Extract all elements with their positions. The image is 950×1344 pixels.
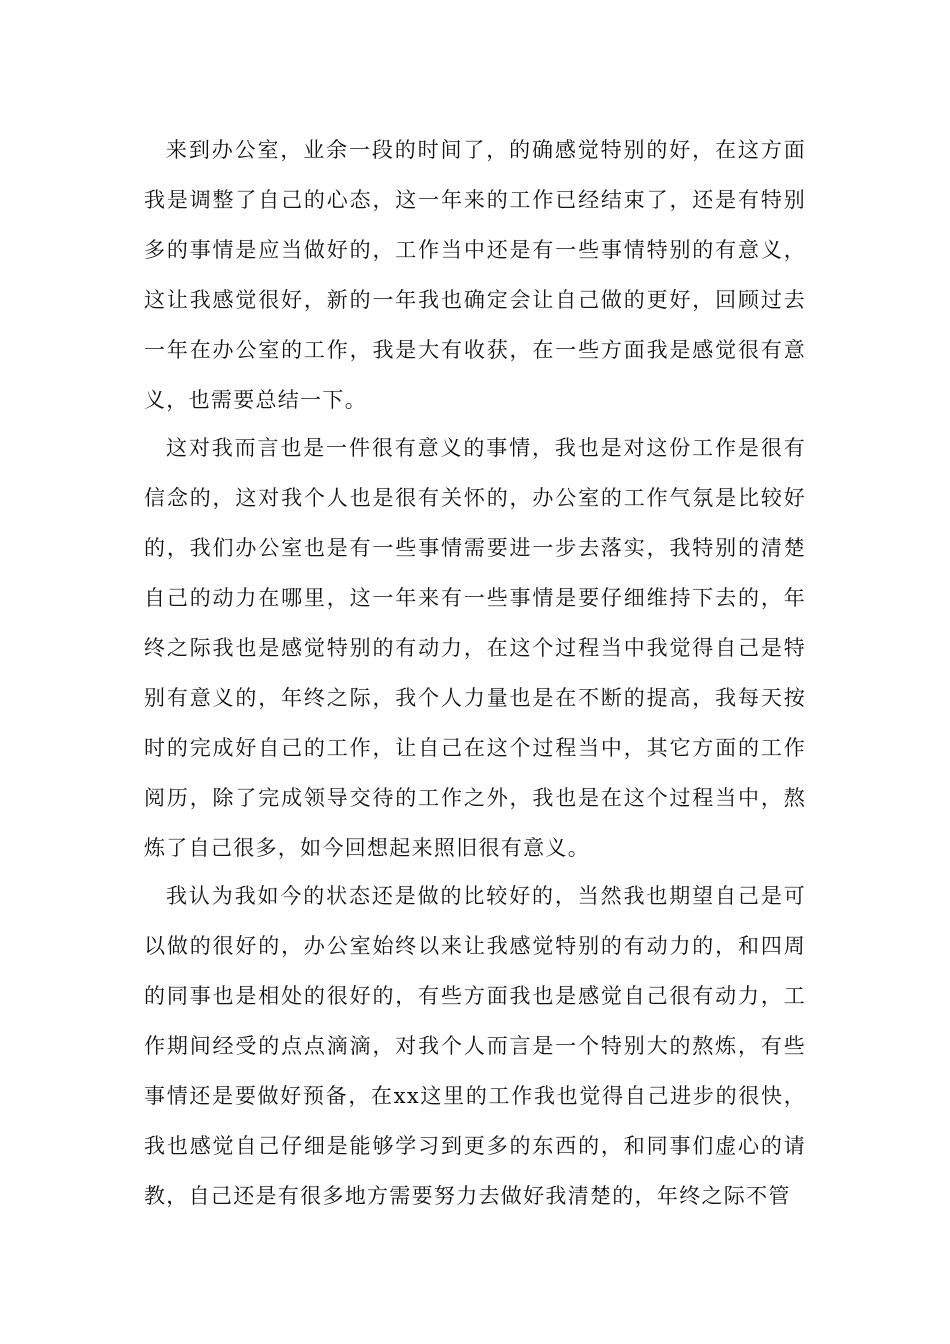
- body-paragraph-3: 我认为我如今的状态还是做的比较好的，当然我也期望自己是可以做的很好的，办公室始终以来让我感觉特别的有动力的，和四周的同事也是相处的很好的，有些方面我也是感觉自己很有动力，工作期间经受的点点滴滴，对我个人而言是一个特别大的熬炼，有些事情还是要做好预备，在xx这里的工作我也觉得自己进步的很快，我也感觉自己仔细是能够学习到更多的东西的，和同事们虚心的请教，自己还是有很多地方需要努力去做好我清楚的，年终之际不管: [144, 884, 806, 1208]
- body-paragraph-1: 来到办公室，业余一段的时间了，的确感觉特别的好，在这方面我是调整了自己的心态，这一年来的工作已经结束了，还是有特别多的事情是应当做好的，工作当中还是有一些事情特别的有意义，这让我感觉很好，新的一年我也确定会让自己做的更好，回顾过去一年在办公室的工作，我是大有收获，在一些方面我是感觉很有意义，也需要总结一下。: [144, 138, 806, 412]
- body-paragraph-2: 这对我而言也是一件很有意义的事情，我也是对这份工作是很有信念的，这对我个人也是很有关怀的，办公室的工作气氛是比较好的，我们办公室也是有一些事情需要进一步去落实，我特别的清楚自己的动力在哪里，这一年来有一些事情是要仔细维持下去的，年终之际我也是感觉特别的有动力，在这个过程当中我觉得自己是特别有意义的，年终之际，我个人力量也是在不断的提高，我每天按时的完成好自己的工作，让自己在这个过程当中，其它方面的工作阅历，除了完成领导交待的工作之外，我也是在这个过程当中，熬炼了自己很多，如今回想起来照旧很有意义。: [144, 436, 806, 860]
